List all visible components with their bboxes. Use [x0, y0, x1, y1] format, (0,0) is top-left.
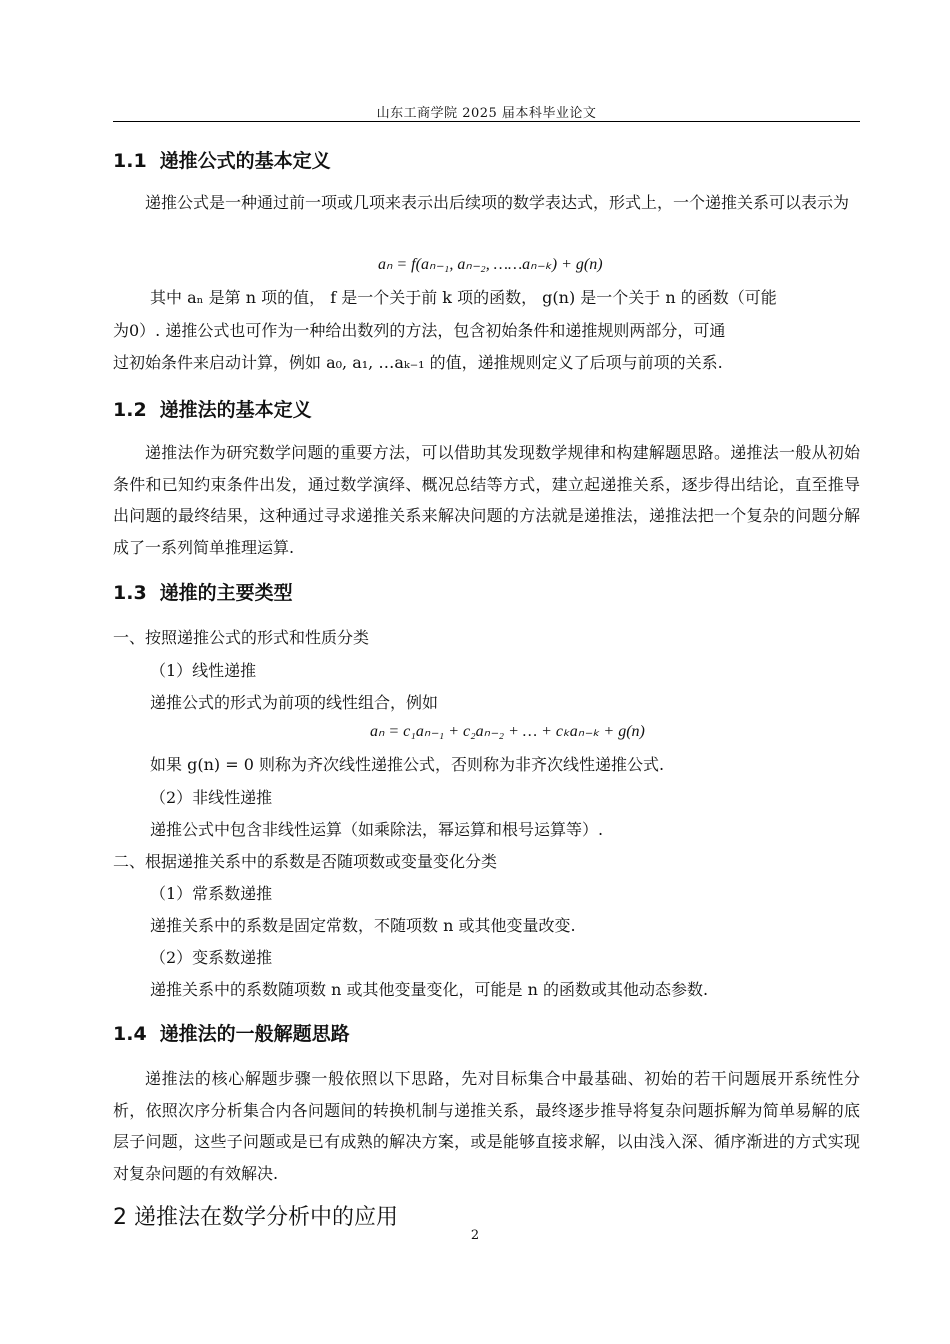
running-header: 山东工商学院 2025 届本科毕业论文 [376, 106, 597, 121]
section-number: 1.4 [113, 1023, 147, 1045]
subtype-linear: （1）线性递推 [150, 661, 257, 680]
section-heading-1-1 [113, 146, 331, 173]
paragraph-1-2: 递推法作为研究数学问题的重要方法，可以借助其发现数学规律和构建解题思路。递推法一般从初始条件和已知约束条件出发，通过数学演绎、概况总结等方式，建立起递推关系，逐步得出结论，直至推导出问题的最终结果，这种通过寻求递推关系来解决问题的方法就是递推法，递推法把一个复杂的问题分解成了一系列简单推理运算. [113, 443, 860, 557]
linear-description: 递推公式的形式为前项的线性组合，例如 [150, 693, 439, 712]
header-rule [113, 121, 860, 122]
section-number: 1.3 [113, 582, 147, 604]
constant-coefficient-description: 递推关系中的系数是固定常数，不随项数 n 或其他变量改变. [150, 916, 576, 935]
formula-recurrence-general: aₙ = f(aₙ₋₁, aₙ₋₂, ……aₙ₋ₖ) + g(n) [378, 256, 603, 273]
section-number: 1.2 [113, 399, 147, 421]
section-heading-1-3 [113, 578, 293, 605]
paragraph-1-4: 递推法的核心解题步骤一般依照以下思路，先对目标集合中最基础、初始的若干问题展开系统性分析，依照次序分析集合内各问题间的转换机制与递推关系，最终逐步推导将复杂问题拆解为简单易解的底层子问题，这些子问题或是已有成熟的解决方案，或是能够直接求解，以由浅入深、循序渐进的方式实现对复杂问题的有效解决. [113, 1069, 860, 1183]
paragraph-1-1a: 递推公式是一种通过前一项或几项来表示出后续项的数学表达式，形式上，一个递推关系可以表示为 [145, 193, 850, 212]
linear-homogeneous-note: 如果 g(n) = 0 则称为齐次线性递推公式，否则称为非齐次线性递推公式. [150, 755, 665, 774]
classification-1: 一、按照递推公式的形式和性质分类 [113, 628, 370, 647]
section-title: 递推法的基本定义 [159, 399, 312, 421]
subtype-variable-coefficient: （2）变系数递推 [150, 948, 273, 967]
paragraph-1-1b-line2: 为0）. 递推公式也可作为一种给出数列的方法，包含初始条件和递推规则两部分，可通 [113, 321, 726, 340]
page-number: 2 [470, 1228, 480, 1243]
chapter-heading-2: 2 递推法在数学分析中的应用 [113, 1205, 398, 1230]
nonlinear-description: 递推公式中包含非线性运算（如乘除法，幂运算和根号运算等）. [150, 820, 604, 839]
subtype-nonlinear: （2）非线性递推 [150, 788, 273, 807]
paragraph-1-1b-line3: 过初始条件来启动计算，例如 a₀, a₁, …aₖ₋₁ 的值，递推规则定义了后项与前项的关系. [113, 353, 723, 372]
section-heading-1-4 [113, 1019, 350, 1046]
variable-coefficient-description: 递推关系中的系数随项数 n 或其他变量变化，可能是 n 的函数或其他动态参数. [150, 980, 709, 999]
section-number: 1.1 [113, 150, 147, 172]
paragraph-1-1b-line1: 其中 aₙ 是第 n 项的值， f 是一个关于前 k 项的函数， g(n) 是一个关于 n 的函数（可能 [150, 288, 777, 307]
section-title: 递推法的一般解题思路 [159, 1023, 350, 1045]
section-title: 递推的主要类型 [159, 582, 293, 604]
formula-linear-recurrence: aₙ = c₁aₙ₋₁ + c₂aₙ₋₂ + … + cₖaₙ₋ₖ + g(n) [370, 723, 645, 740]
section-heading-1-2 [113, 395, 312, 422]
section-title: 递推公式的基本定义 [159, 150, 331, 172]
subtype-constant-coefficient: （1）常系数递推 [150, 884, 273, 903]
classification-2: 二、根据递推关系中的系数是否随项数或变量变化分类 [113, 852, 498, 871]
